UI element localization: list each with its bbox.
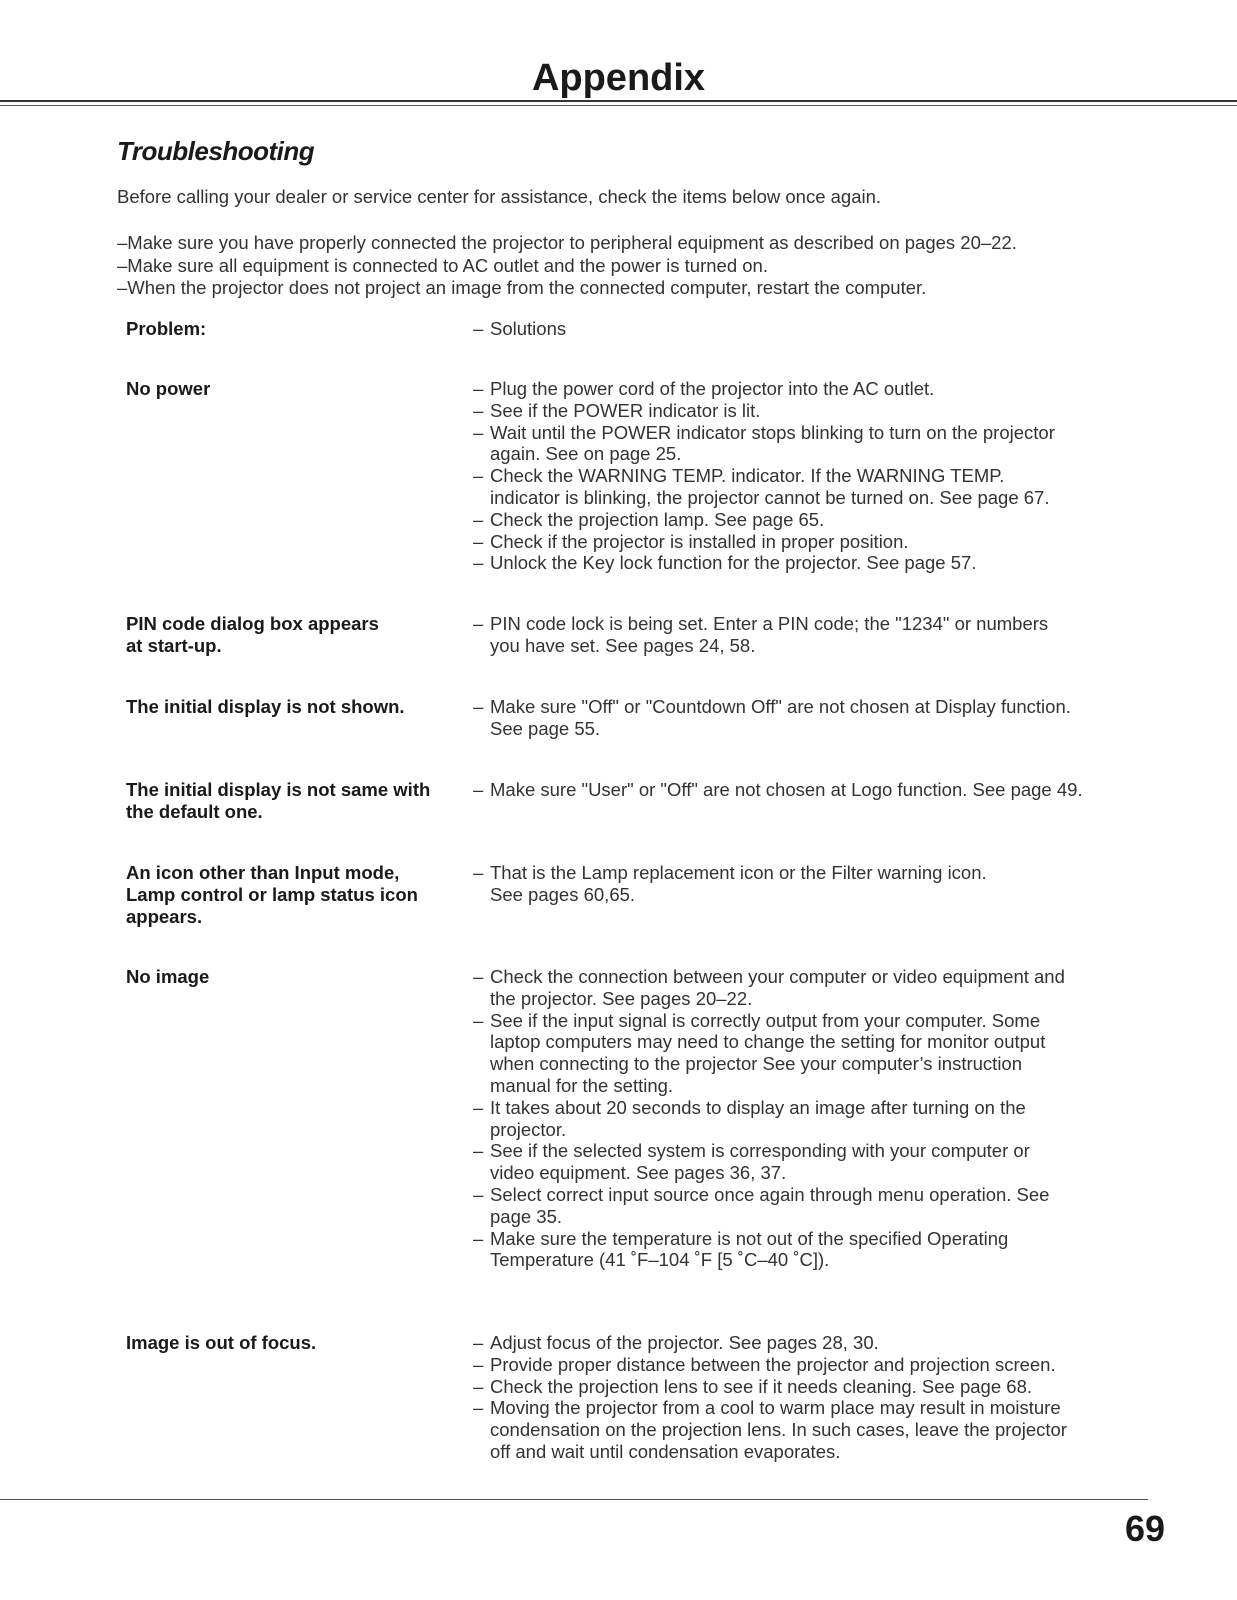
problem-text: appears. — [126, 906, 203, 927]
problem-cell — [126, 696, 466, 718]
dash-mark: – — [473, 862, 484, 883]
solution-item — [473, 613, 1133, 657]
problem-text: Image is out of focus. — [126, 1332, 317, 1353]
solution-item — [473, 1228, 1133, 1272]
dash-mark: – — [473, 779, 484, 800]
solution-text: Check the connection between your computer or video equipment and — [490, 966, 1065, 987]
dash-mark: – — [473, 552, 484, 574]
solution-text: Select correct input source once again through menu operation. See — [490, 1183, 1050, 1205]
dash-mark: – — [473, 399, 484, 421]
solution-text: off and wait until condensation evaporates. — [490, 1440, 841, 1462]
problem-cell — [126, 378, 466, 400]
solution-text: projector. — [490, 1118, 567, 1140]
dash-mark: – — [473, 508, 484, 530]
dash-mark: – — [473, 1397, 484, 1419]
solution-item — [473, 779, 1133, 801]
solution-item — [473, 531, 1133, 553]
solution-item — [473, 1397, 1133, 1462]
solution-text: Make sure the temperature is not out of the specified Operating — [490, 1227, 1009, 1249]
solution-text: Check the projection lens to see if it needs cleaning. See page 68. — [490, 1375, 1032, 1397]
solution-item — [473, 378, 1133, 400]
solution-list — [473, 966, 1133, 1271]
solution-text: Check if the projector is installed in proper position. — [490, 530, 909, 552]
problem-text: The initial display is not same with — [126, 779, 431, 800]
problem-cell — [126, 1332, 466, 1354]
solution-text: See if the input signal is correctly output from your computer. Some — [490, 1009, 1041, 1031]
solution-header-label: Solutions — [490, 318, 567, 339]
problem-header — [126, 318, 466, 340]
solution-text: It takes about 20 seconds to display an image after turning on the — [490, 1096, 1026, 1118]
dash-mark: – — [473, 1140, 484, 1162]
dash-mark: – — [473, 1332, 484, 1353]
solution-text: when connecting to the projector See your computer’s instruction — [490, 1053, 1023, 1075]
solution-item — [473, 696, 1133, 740]
problem-text: at start-up. — [126, 635, 222, 656]
solution-item — [473, 1097, 1133, 1141]
problem-header-label: Problem: — [126, 318, 207, 339]
checklist-item: –Make sure all equipment is connected to AC outlet and the power is turned on. — [117, 254, 768, 276]
solution-text: you have set. See pages 24, 58. — [490, 634, 756, 656]
dash-mark: – — [473, 696, 484, 717]
dash-mark: – — [473, 421, 484, 443]
solution-text: laptop computers may need to change the setting for monitor output — [490, 1031, 1046, 1053]
problem-text: An icon other than Input mode, — [126, 862, 400, 883]
dash-mark: – — [473, 1353, 484, 1375]
dash-mark: – — [473, 1096, 484, 1118]
header-rule-thin — [0, 105, 1237, 106]
solution-item — [473, 966, 1133, 1010]
solution-item — [473, 400, 1133, 422]
problem-cell — [126, 966, 466, 988]
solution-text: the projector. See pages 20–22. — [490, 987, 753, 1009]
solution-item — [473, 422, 1133, 466]
solution-item — [473, 552, 1133, 574]
solution-text: Unlock the Key lock function for the projector. See page 57. — [490, 552, 977, 574]
checklist-item: –When the projector does not project an image from the connected computer, restart the computer. — [117, 277, 927, 298]
solution-text: See page 55. — [490, 717, 601, 739]
solution-text: Check the WARNING TEMP. indicator. If the WARNING TEMP. — [490, 465, 1005, 487]
problem-text: The initial display is not shown. — [126, 696, 405, 717]
intro-text: Before calling your dealer or service center for assistance, check the items below once again. — [117, 186, 882, 207]
solution-text: Moving the projector from a cool to warm place may result in moisture — [490, 1397, 1061, 1419]
solution-header — [473, 318, 1133, 340]
solution-list — [473, 862, 1133, 906]
solution-item — [473, 509, 1133, 531]
dash-mark: – — [473, 1009, 484, 1031]
solution-item — [473, 1332, 1133, 1354]
problem-text: Lamp control or lamp status icon — [126, 884, 418, 905]
solution-text: Adjust focus of the projector. See pages 28, 30. — [490, 1332, 879, 1353]
solution-list — [473, 613, 1133, 657]
solution-text: That is the Lamp replacement icon or the Filter warning icon. — [490, 862, 987, 883]
solution-text: See if the POWER indicator is lit. — [490, 399, 761, 421]
solution-text: Make sure "Off" or "Countdown Off" are not chosen at Display function. — [490, 696, 1071, 717]
dash-mark: – — [473, 465, 484, 487]
solution-item — [473, 1354, 1133, 1376]
dash-mark: – — [473, 613, 484, 634]
solution-text: again. See on page 25. — [490, 443, 682, 465]
solution-list — [473, 1332, 1133, 1463]
solution-text: PIN code lock is being set. Enter a PIN code; the "1234" or numbers — [490, 613, 1049, 634]
problem-cell — [126, 779, 466, 823]
solution-text: See if the selected system is corresponding with your computer or — [490, 1140, 1030, 1162]
problem-cell — [126, 862, 466, 928]
section-title: Troubleshooting — [117, 136, 315, 166]
solution-text: Wait until the POWER indicator stops blinking to turn on the projector — [490, 421, 1055, 443]
solution-item — [473, 862, 1133, 906]
dash-mark: – — [473, 966, 484, 987]
dash-mark: – — [473, 378, 484, 399]
solution-text: Plug the power cord of the projector into the AC outlet. — [490, 378, 935, 399]
dash-mark: – — [473, 1227, 484, 1249]
page-title: Appendix — [531, 57, 706, 99]
page-number: 69 — [1124, 1508, 1165, 1549]
problem-text: the default one. — [126, 801, 263, 822]
solution-item — [473, 1184, 1133, 1228]
solution-header-item — [473, 318, 1133, 340]
solution-text: See pages 60,65. — [490, 883, 636, 905]
problem-text: No power — [126, 378, 211, 399]
solution-text: indicator is blinking, the projector cannot be turned on. See page 67. — [490, 486, 1050, 508]
solution-text: manual for the setting. — [490, 1074, 674, 1096]
dash-mark: – — [473, 530, 484, 552]
checklist-item: –Make sure you have properly connected the projector to peripheral equipment as described on pages 20–22. — [117, 232, 1017, 253]
dash-mark: – — [473, 318, 484, 339]
header-rule — [0, 100, 1237, 102]
solution-text: page 35. — [490, 1205, 563, 1227]
solution-text: Make sure "User" or "Off" are not chosen at Logo function. See page 49. — [490, 779, 1083, 800]
solution-list — [473, 378, 1133, 574]
problem-text: No image — [126, 966, 210, 987]
solution-list — [473, 696, 1133, 740]
footer-rule — [0, 1499, 1148, 1500]
solution-item — [473, 1010, 1133, 1097]
checklist — [117, 232, 1017, 300]
dash-mark: – — [473, 1183, 484, 1205]
solution-item — [473, 465, 1133, 509]
dash-mark: – — [473, 1375, 484, 1397]
solution-text: Temperature (41 ˚F–104 ˚F [5 ˚C–40 ˚C]). — [490, 1249, 830, 1271]
solution-text: Provide proper distance between the projector and projection screen. — [490, 1353, 1056, 1375]
solution-text: Check the projection lamp. See page 65. — [490, 508, 825, 530]
solution-text: condensation on the projection lens. In such cases, leave the projector — [490, 1419, 1067, 1441]
solution-item — [473, 1140, 1133, 1184]
solution-list — [473, 779, 1133, 801]
solution-item — [473, 1376, 1133, 1398]
solution-text: video equipment. See pages 36, 37. — [490, 1162, 787, 1184]
problem-cell — [126, 613, 466, 657]
problem-text: PIN code dialog box appears — [126, 613, 379, 634]
